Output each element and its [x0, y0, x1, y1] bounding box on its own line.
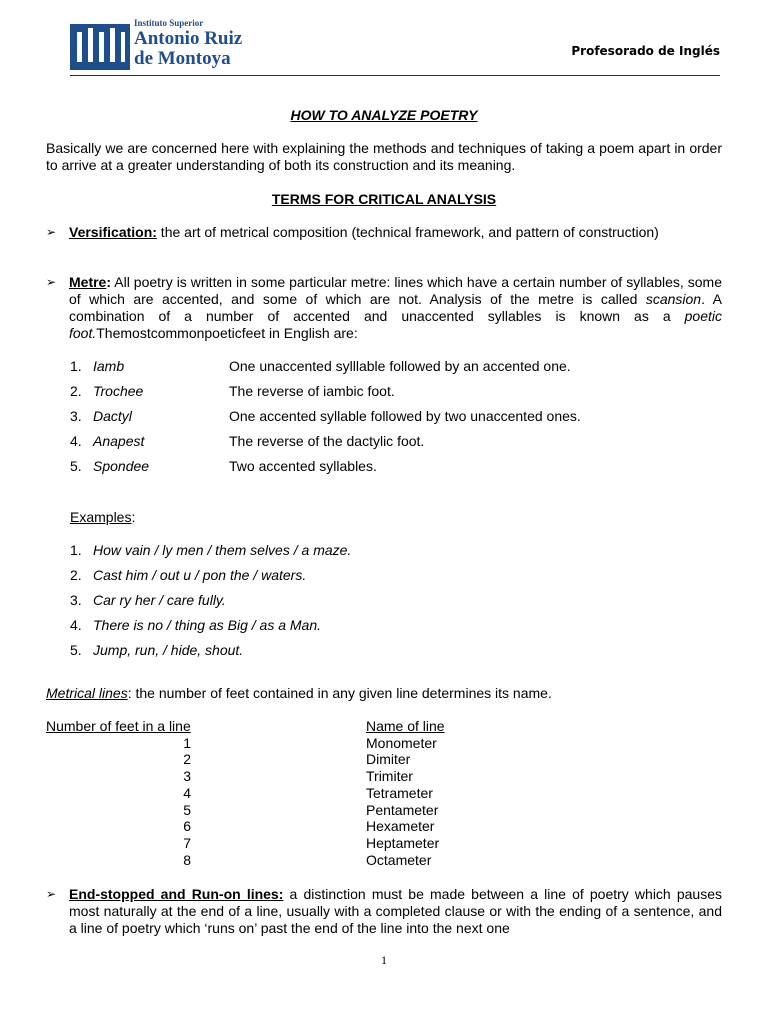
bullet-text	[69, 224, 722, 241]
foot-description: The reverse of iambic foot.	[229, 383, 395, 399]
section-heading: TERMS FOR CRITICAL ANALYSIS	[271, 191, 497, 207]
term-definition: the art of metrical composition (technical framework, and pattern of construction)	[156, 224, 659, 240]
logo-line-3: de Montoya	[134, 48, 231, 69]
example-text: Jump, run, / hide, shout.	[93, 642, 244, 658]
metrical-lines-text: the number of feet contained in any given line determines its name.	[131, 685, 552, 701]
table-cell: 8	[183, 851, 191, 868]
item-number: 2.	[70, 567, 82, 583]
item-number: 4.	[70, 617, 82, 633]
example-text: How vain / ly men / them selves / a maze.	[93, 542, 352, 558]
metrical-lines-paragraph	[46, 685, 552, 701]
foot-name: Iamb	[93, 358, 125, 374]
table-cell: 1	[183, 734, 191, 751]
metrical-lines-table	[46, 718, 546, 870]
term-label: Metre	[69, 274, 107, 290]
table-cell: 6	[183, 818, 191, 835]
item-number: 4.	[70, 433, 82, 449]
metrical-lines-colon: :	[127, 685, 132, 701]
table-cell: Pentameter	[366, 801, 439, 818]
table-cell: 5	[183, 801, 191, 818]
page-number: 1	[381, 953, 387, 967]
foot-name: Spondee	[93, 458, 150, 474]
examples-heading	[70, 509, 135, 525]
metre-text-1: All poetry is written in some particular metre: lines which have a certain number of syllables, some of which are accented, and some of which are not. Analysis of the metre is called	[69, 274, 722, 307]
example-text: Car ry her / care fully.	[93, 592, 226, 608]
page-title: HOW TO ANALYZE POETRY	[290, 107, 478, 123]
term-definition: a distinction must be made between a line of poetry which pauses most naturally at the end of a line, usually with a completed clause or with the ending of a sentence, and a line of poetry which ‘runs on’ past the end of the line into the next one	[69, 886, 722, 936]
table-cell: Dimiter	[366, 751, 411, 768]
bullet-metre	[46, 274, 722, 342]
item-number: 1.	[70, 358, 82, 374]
logo-text	[134, 18, 242, 69]
foot-description: One unaccented sylllable followed by an accented one.	[229, 358, 571, 374]
arrow-bullet-icon: ➢	[46, 275, 57, 289]
table-cell: 2	[183, 751, 191, 768]
column-header: Number of feet in a line	[46, 718, 191, 734]
logo-line-2: Antonio Ruiz	[134, 28, 243, 49]
institute-logo	[70, 18, 250, 70]
foot-description: One accented syllable followed by two unaccented ones.	[229, 408, 581, 424]
item-number: 2.	[70, 383, 82, 399]
table-cell: 3	[183, 768, 191, 785]
bullet-text	[69, 886, 722, 937]
bullet-versification	[46, 224, 722, 241]
foot-name: Trochee	[93, 383, 144, 399]
column-header: Name of line	[366, 718, 445, 734]
term-label: End-stopped and Run-on lines:	[69, 886, 284, 902]
arrow-bullet-icon: ➢	[46, 225, 57, 239]
item-number: 1.	[70, 542, 82, 558]
metre-text-3: Themostcommonpoeticfeet in English are:	[96, 325, 358, 341]
table-cell: Tetrameter	[366, 784, 433, 801]
table-cell: Heptameter	[366, 834, 440, 851]
foot-description: The reverse of the dactylic foot.	[229, 433, 425, 449]
table-cell: 4	[183, 784, 191, 801]
bullet-end-stopped	[46, 886, 722, 937]
arrow-bullet-icon: ➢	[46, 887, 57, 901]
line-name-column	[366, 718, 546, 868]
examples-label: Examples	[70, 509, 132, 525]
item-number: 3.	[70, 592, 82, 608]
example-text: There is no / thing as Big / as a Man.	[93, 617, 322, 633]
item-number: 5.	[70, 458, 82, 474]
header-divider	[70, 75, 720, 76]
table-cell: Trimiter	[366, 768, 413, 785]
item-number: 5.	[70, 642, 82, 658]
example-text: Cast him / out u / pon the / waters.	[93, 567, 307, 583]
table-cell: Octameter	[366, 851, 432, 868]
table-cell: 7	[183, 834, 191, 851]
metre-scansion: scansion	[645, 291, 702, 307]
header-program: Profesorado de Inglés	[571, 44, 720, 58]
foot-name: Dactyl	[93, 408, 132, 424]
term-colon: :	[106, 274, 112, 290]
table-cell: Monometer	[366, 734, 437, 751]
term-label: Versification:	[69, 224, 157, 240]
metre-text-2: . A combination of a number of accented and unaccented syllables is known as a	[69, 291, 722, 324]
item-number: 3.	[70, 408, 82, 424]
table-cell: Hexameter	[366, 818, 435, 835]
intro-paragraph: Basically we are concerned here with explaining the methods and techniques of taking a poem apart in order to arrive at a greater understanding of both its construction and its meaning.	[46, 140, 722, 173]
foot-description: Two accented syllables.	[229, 458, 377, 474]
metre-poetic-foot: poetic foot.	[69, 308, 722, 341]
feet-count-column	[46, 718, 346, 868]
logo-line-1: Instituto Superior	[134, 18, 204, 28]
logo-emblem-icon	[70, 20, 130, 70]
examples-colon: :	[131, 509, 136, 525]
metrical-lines-label: Metrical lines	[46, 685, 128, 701]
bullet-text	[69, 274, 722, 342]
foot-name: Anapest	[93, 433, 145, 449]
